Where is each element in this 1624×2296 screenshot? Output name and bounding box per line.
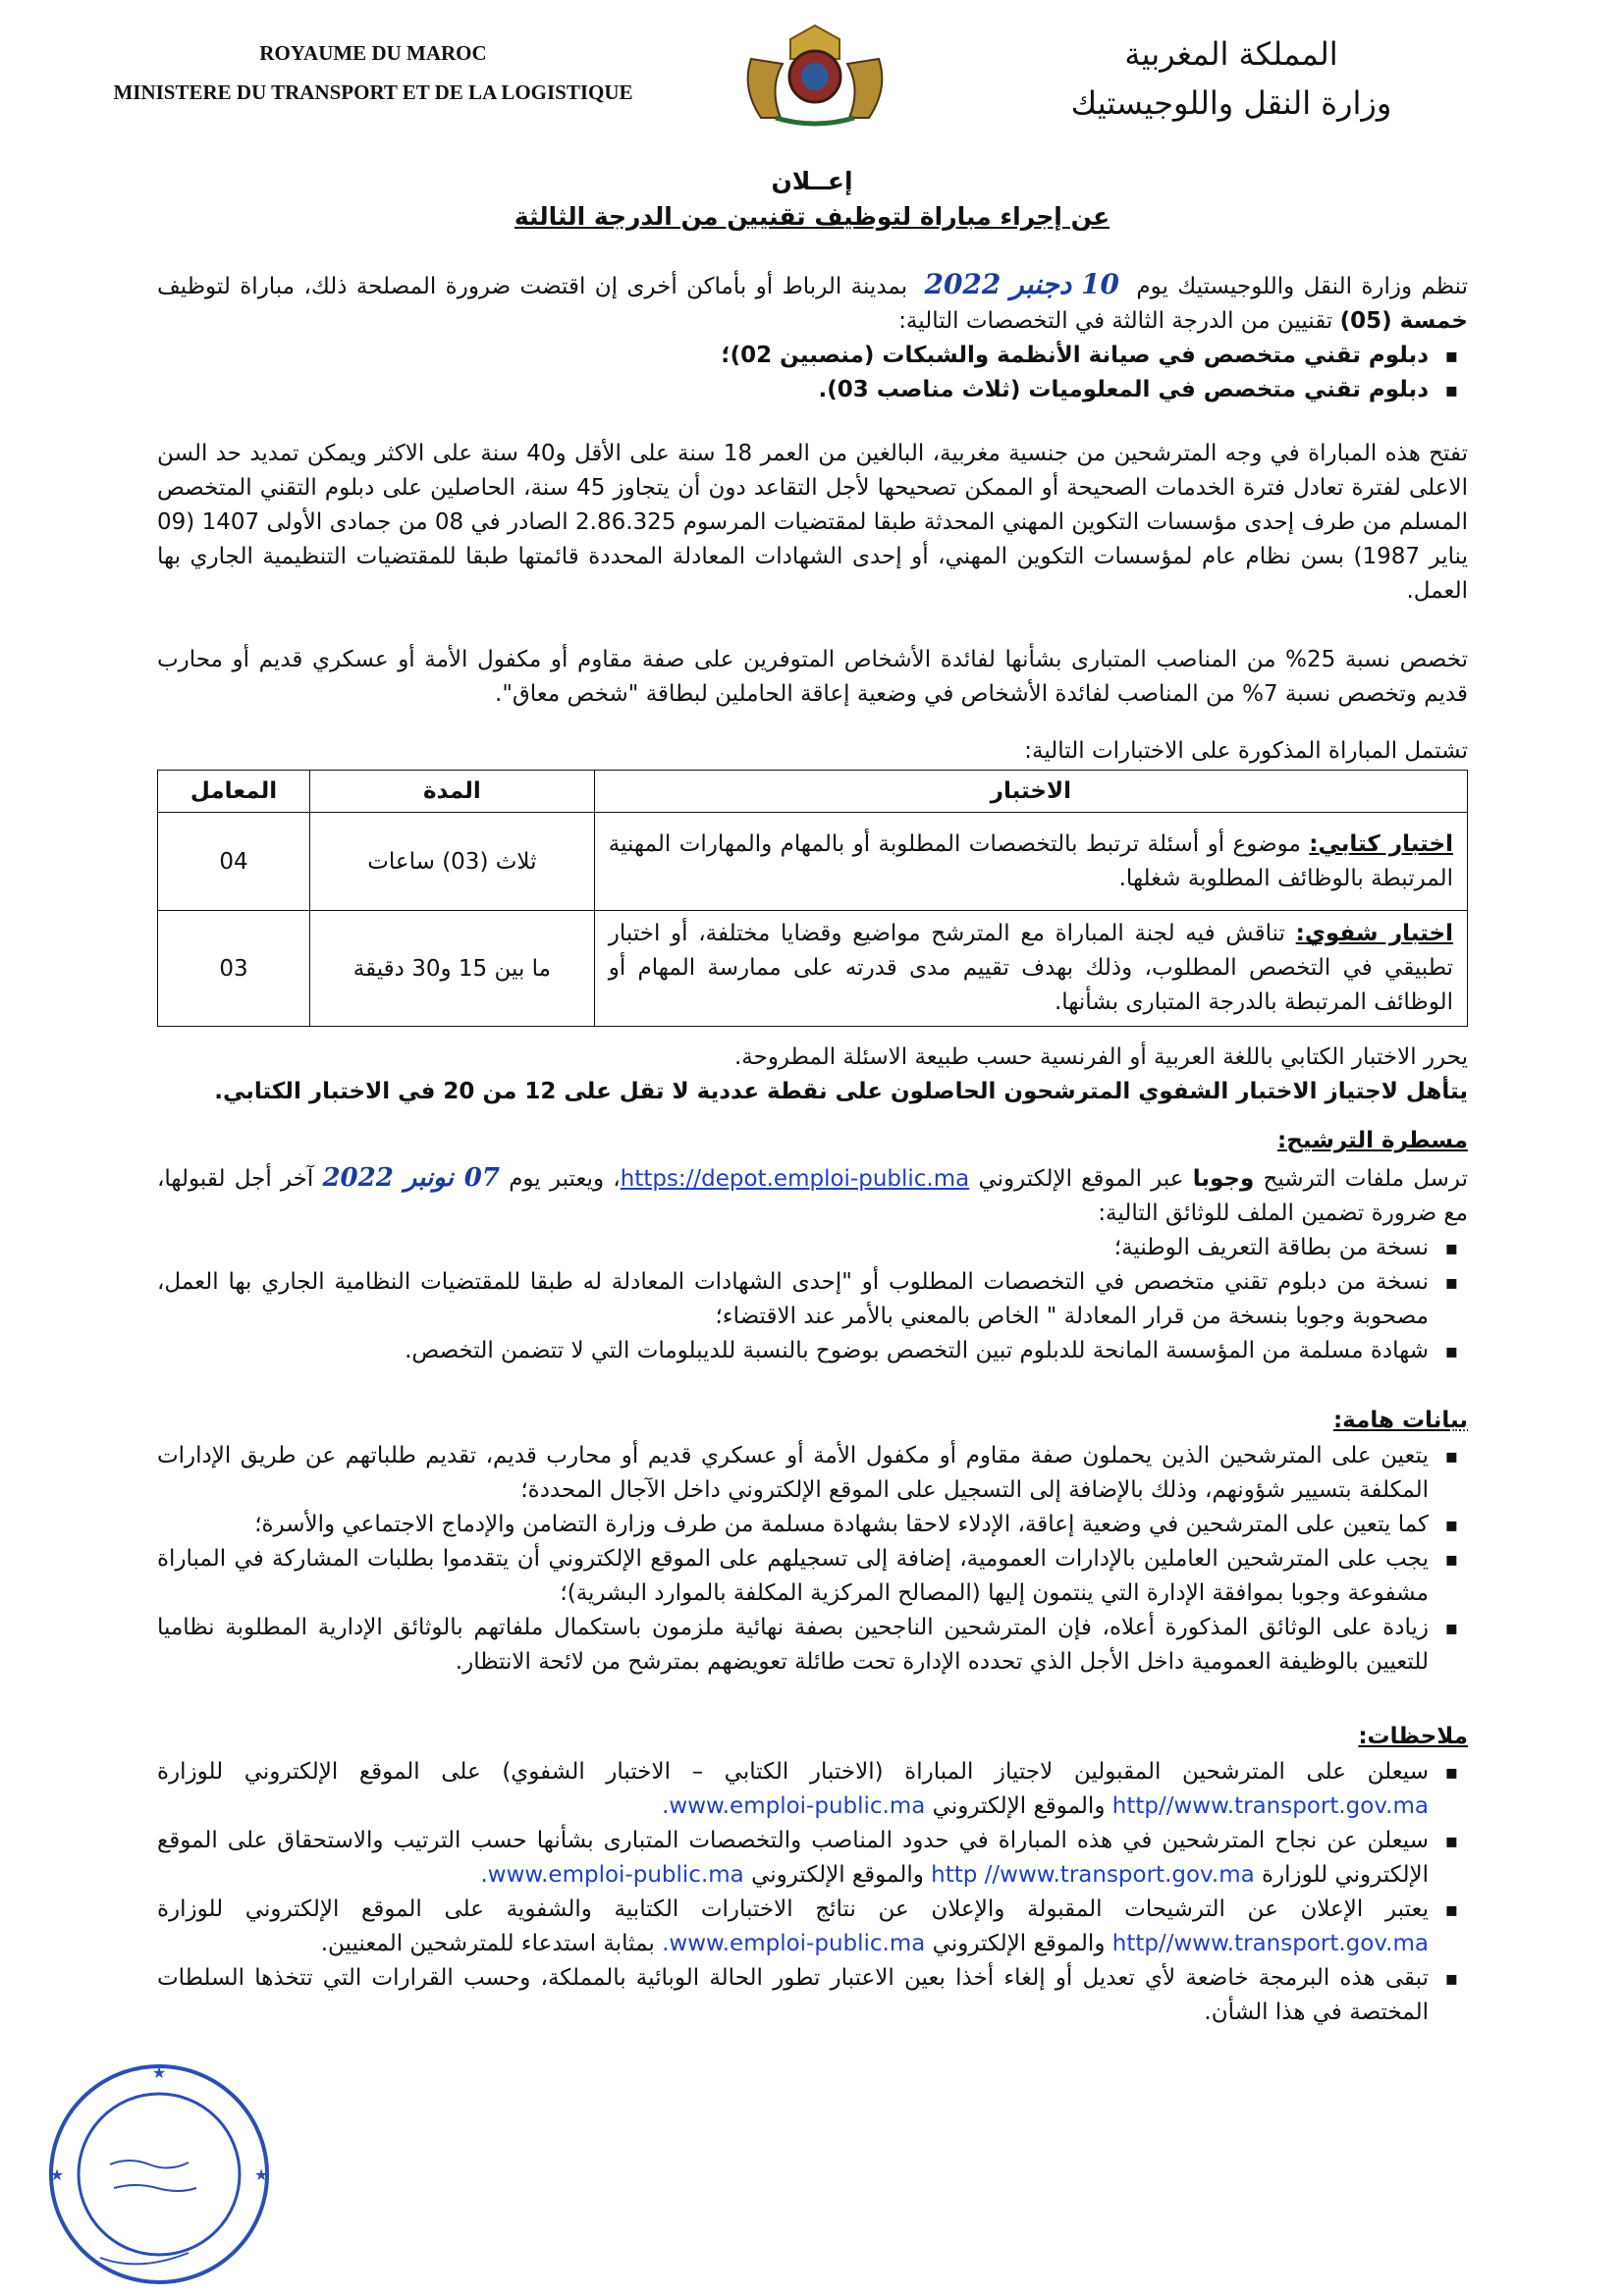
positions-count: خمسة (05) <box>1339 308 1468 334</box>
table-row <box>158 911 1468 1027</box>
coefficient-cell: 04 <box>158 813 310 911</box>
important-item: ▪ زيادة على الوثائق المذكورة أعلاه، فإن المترشحين الناجحين بصفة نهائية ملزمون باستكمال ملفاتهم بالوثائق الإدارية المطلوبة نظاميا للتعيين بالوظيفة العمومية داخل الأجل الذي تحدده الإدارة تحت طائلة تعويضهم بمترشح من لائحة الانتظار. <box>157 1611 1429 1680</box>
ministry-site-link[interactable]: http //www.transport.gov.ma <box>931 1862 1255 1888</box>
note-text: سيعلن عن نجاح المترشحين في هذه المباراة في حدود المناصب والتخصصات المتبارى بشأنها حسب الترتيب والاستحقاق على الموقع الإلكتروني للوزارة <box>157 1828 1429 1888</box>
note-text: بمثابة استدعاء للمترشحين المعنيين. <box>320 1931 655 1956</box>
note-text: يعتبر الإعلان عن الترشيحات المقبولة والإعلان عن نتائج الاختبارات الكتابية والشفوية على الموقع الإلكتروني للوزارة <box>157 1896 1429 1922</box>
important-list <box>157 1439 1468 1680</box>
note-text: والموقع الإلكتروني <box>932 1931 1106 1956</box>
header-french <box>79 33 668 112</box>
emploi-public-link[interactable]: www.emploi-public.ma. <box>662 1793 926 1819</box>
important-item: ▪ كما يتعين على المترشحين في وضعية إعاقة، الإدلاء لاحقا بشهادة مسلمة من طرف وزارة التضامن والإدماج الاجتماعي والأسرة؛ <box>157 1508 1429 1542</box>
ministry-site-link[interactable]: http//www.transport.gov.ma <box>1111 1931 1429 1956</box>
header-duration: المدة <box>309 771 594 813</box>
exam-date: 10 دجنبر 2022 <box>924 268 1119 300</box>
official-stamp-icon <box>41 2056 277 2292</box>
quota-paragraph: تخصص نسبة 25% من المناصب المتبارى بشأنها لفائدة الأشخاص المتوفرين على صفة مقاوم أو مكفول الأمة أو عسكري قديم أو محارب قديم وتخصص نسبة 7% من المناصب لفائدة الأشخاص في وضعية إعاقة الحاملين لبطاقة "شخص معاق". <box>157 647 1468 707</box>
document-item: ▪ شهادة مسلمة من المؤسسة المانحة للدبلوم تبين التخصص بوضوح بالنسبة للديبلومات التي لا تتضمن التخصص. <box>157 1334 1429 1368</box>
note-item <box>157 1824 1429 1893</box>
exams-table <box>157 770 1468 1027</box>
procedure-text-d: آخر أجل لقبولها، مع ضرورة تضمين الملف للوثائق التالية: <box>157 1166 1468 1226</box>
document-item: ▪ نسخة من دبلوم تقني متخصص في التخصصات المطلوب أو "إحدى الشهادات المعادلة له طبقا للمقتضيات النظامية الجاري بها العمل، مصحوبة وجوبا بنسخة من قرار المعادلة " الخاص بالمعني بالأمر عند الاقتضاء؛ <box>157 1265 1429 1334</box>
important-item: ▪ يجب على المترشحين العاملين بالإدارات العمومية، إضافة إلى تسجيلهم على الموقع الإلكتروني أن يتقدموا بطلبات المشاركة في المباراة مشفوعة وجوبا بموافقة الإدارة التي ينتمون إليها (المصالح المركزية المكلفة بالموارد البشرية)؛ <box>157 1542 1429 1611</box>
test-description: موضوع أو أسئلة ترتبط بالتخصصات المطلوبة أو بالمهام والمهارات المهنية المرتبطة بالوظائف المطلوبة شغلها. <box>608 830 1453 891</box>
test-cell <box>594 813 1467 911</box>
procedure-text-b: عبر الموقع الإلكتروني <box>978 1166 1184 1192</box>
procedure-mandatory: وجوبا <box>1192 1166 1255 1192</box>
intro-text-b: بمدينة الرباط أو بأماكن أخرى إن اقتضت ضرورة المصلحة ذلك، مباراة لتوظيف <box>157 274 908 299</box>
announcement-title: إعــلان <box>771 167 853 195</box>
deadline-date: 07 نونبر 2022 <box>322 1163 500 1193</box>
duration-cell: ما بين 15 و30 دقيقة <box>309 911 594 1027</box>
important-item: ▪ يتعين على المترشحين الذين يحملون صفة مقاوم أو مكفول الأمة أو عسكري قديم أو محارب قديم، تقديم طلباتهم عن طريق الإدارات المكلفة بتسيير شؤونهم، وذلك بالإضافة إلى التسجيل على الموقع الإلكتروني داخل الآجال المحددة؛ <box>157 1439 1429 1508</box>
intro-text-c: تقنيين من الدرجة الثالثة في التخصصات التالية: <box>898 308 1333 334</box>
notes-heading: ملاحظات: <box>1358 1724 1468 1749</box>
test-cell <box>594 911 1467 1027</box>
header-test: الاختبار <box>594 771 1467 813</box>
important-heading: بيانات هامة: <box>1332 1408 1468 1433</box>
header-ministry-ar: وزارة النقل واللوجيستيك <box>1070 84 1392 122</box>
language-line: يحرر الاختبار الكتابي باللغة العربية أو الفرنسية حسب طبيعة الاسئلة المطروحة. <box>733 1044 1468 1070</box>
document-item: ▪ نسخة من بطاقة التعريف الوطنية؛ <box>157 1231 1429 1265</box>
note-item: ▪ تبقى هذه البرمجة خاضعة لأي تعديل أو إلغاء أخذا بعين الاعتبار تطور الحالة الوبائية بالمملكة، وحسب القرارات التي تتخذها السلطات المختصة في هذا الشأن. <box>157 1961 1429 2030</box>
header-arabic <box>976 29 1487 128</box>
note-item <box>157 1755 1429 1824</box>
header-kingdom-fr: ROYAUME DU MAROC <box>259 41 487 65</box>
specialty-item: ▪ دبلوم تقني متخصص في صيانة الأنظمة والشبكات (منصبين 02)؛ <box>157 339 1429 373</box>
test-description: تناقش فيه لجنة المباراة مع المترشح مواضيع وقضايا مختلفة، أو اختبار تطبيقي في التخصص المطلوب، وذلك بهدف تقييم مدى قدرته على ممارسة المهام أو الوظائف المرتبطة بالدرجة المتبارى بشأنها. <box>608 921 1453 1015</box>
table-row <box>158 813 1468 911</box>
procedure-paragraph <box>157 1161 1468 1368</box>
emploi-public-link[interactable]: www.emploi-public.ma. <box>480 1862 744 1888</box>
svg-text:★: ★ <box>151 2063 167 2082</box>
intro-paragraph <box>157 267 1468 407</box>
procedure-heading: مسطرة الترشيح: <box>1277 1128 1468 1153</box>
coefficient-cell: 03 <box>158 911 310 1027</box>
svg-text:★: ★ <box>49 2165 65 2184</box>
application-portal-link[interactable]: https://depot.emploi-public.ma <box>620 1166 970 1192</box>
test-label: اختبار شفوي: <box>1295 921 1454 946</box>
specialty-item: ▪ دبلوم تقني متخصص في المعلوميات (ثلاث مناصب 03). <box>157 373 1429 407</box>
header-ministry-fr: MINISTERE DU TRANSPORT ET DE LA LOGISTIQUE <box>113 80 633 104</box>
notes-list <box>157 1755 1468 2030</box>
note-text: سيعلن على المترشحين المقبولين لاجتياز المباراة (الاختبار الكتابي – الاختبار الشفوي) على الموقع الإلكتروني للوزارة <box>157 1759 1429 1785</box>
announcement-subtitle: عن إجراء مباراة لتوظيف تقنيين من الدرجة الثالثة <box>514 202 1110 231</box>
procedure-text-a: ترسل ملفات الترشيح <box>1263 1166 1469 1192</box>
header-coefficient: المعامل <box>158 771 310 813</box>
procedure-text-c: ، ويعتبر يوم <box>509 1166 621 1192</box>
exams-intro: تشتمل المباراة المذكورة على الاختبارات التالية: <box>1024 738 1468 764</box>
note-item <box>157 1893 1429 1961</box>
table-header-row <box>158 771 1468 813</box>
note-text: والموقع الإلكتروني <box>932 1793 1106 1819</box>
svg-text:★: ★ <box>253 2165 269 2184</box>
intro-text-a: تنظم وزارة النقل واللوجيستيك يوم <box>1136 274 1468 299</box>
language-paragraph <box>157 1041 1468 1109</box>
duration-cell: ثلاث (03) ساعات <box>309 813 594 911</box>
header-kingdom-ar: المملكة المغربية <box>1124 35 1338 73</box>
test-label: اختبار كتابي: <box>1309 830 1453 857</box>
eligibility-paragraph: تفتح هذه المباراة في وجه المترشحين من جنسية مغربية، البالغين من العمر 18 سنة على الأقل و40 سنة على الاكثر ويمكن تمديد حد السن الاعلى لفترة تعادل فترة الخدمات الصحيحة أو الممكن تصحيحها لأجل التقاعد دون أن يتجاوز 45 سنة، الحاصلين على دبلوم التقني المتخصص المسلم من طرف إحدى مؤسسات التكوين المهني المحدثة طبقا لمقتضيات المرسوم 2.86.325 الصادر في 08 من جمادى الأولى 1407 (09 يناير 1987) بسن نظام عام لمؤسسات التكوين المهني، أو إحدى الشهادات المعادلة المحددة قائمتها طبقا للمقتضيات التنظيمية الجاري بها العمل. <box>157 441 1468 604</box>
note-text: والموقع الإلكتروني <box>751 1862 924 1888</box>
qualification-line: يتأهل لاجتياز الاختبار الشفوي المترشحون الحاصلون على نقطة عددية لا تقل على 12 من 20 في الاختبار الكتابي. <box>214 1079 1468 1104</box>
royal-emblem-icon <box>731 20 898 130</box>
emploi-public-link[interactable]: www.emploi-public.ma. <box>662 1931 926 1956</box>
ministry-site-link[interactable]: http//www.transport.gov.ma <box>1111 1793 1429 1819</box>
